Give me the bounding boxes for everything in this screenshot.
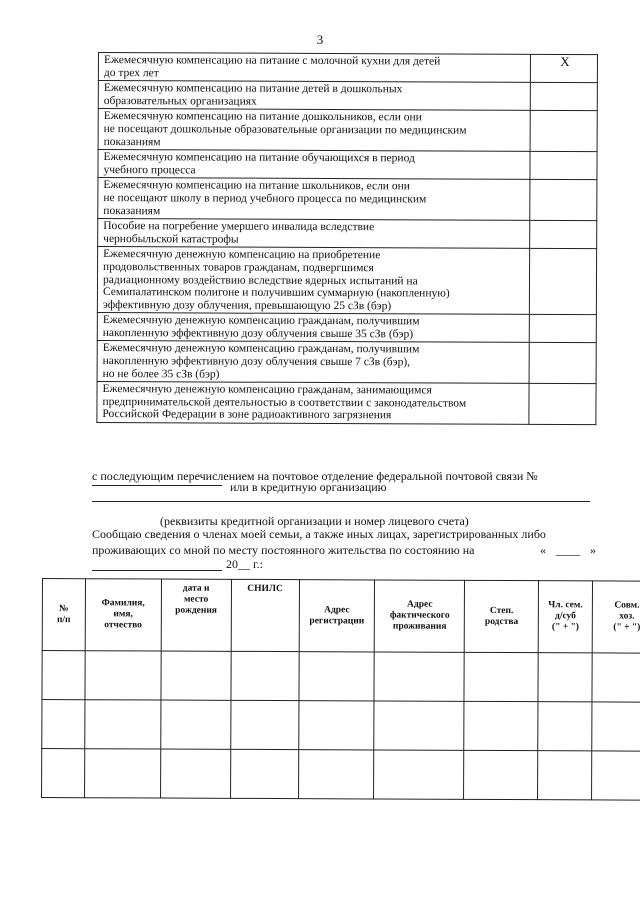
benefit-row [98,150,597,180]
benefit-select-cell[interactable] [530,152,597,180]
family-header-cell: Совм. хоз. (" + ") [592,581,640,653]
benefit-row [97,382,596,425]
family-cell[interactable] [298,701,374,750]
benefit-row [97,313,596,343]
family-cell[interactable] [160,749,230,798]
family-header-cell: Чл. сем. д/суб (" + ") [538,581,592,653]
family-cell[interactable] [42,651,85,700]
family-cell[interactable] [464,652,538,701]
family-cell[interactable] [42,749,85,798]
benefits-table [96,52,598,425]
family-intro-line-2: проживающих со мной по месту постоянного жительства по состоянию на [92,543,475,557]
benefit-description: Ежемесячную денежную компенсацию гражданам, получившим накопленную эффективную дозу облучения свыше 7 сЗв (бэр), но не более 35 сЗв (бэр) [97,341,529,384]
bank-details-field[interactable] [92,501,590,502]
benefit-description: Пособие на погребение умершего инвалида вследствие чернобыльской катастрофы [98,219,530,249]
transfer-line-2: или в кредитную организацию [230,480,387,494]
benefit-select-cell[interactable] [530,111,597,152]
benefit-select-cell[interactable] [529,315,596,343]
benefit-description: Ежемесячную денежную компенсацию гражданам, занимающимся предпринимательской деятельностью в соответствии с законодательством Российской Федерации в зоне радиоактивного загрязнения [97,382,529,425]
benefit-row [97,341,596,384]
family-header-cell: № п/п [42,579,85,651]
benefit-select-cell[interactable] [529,249,596,315]
family-cell[interactable] [230,700,298,749]
family-table [41,578,640,801]
family-header-cell: Степ. родства [465,580,539,652]
family-cell[interactable] [592,653,640,702]
family-header-cell: СНИЛС [231,579,299,651]
family-intro-line-1: Сообщаю сведения о членах моей семьи, а также иных лицах, зарегистрированных либо [92,527,546,541]
date-month-field[interactable] [92,570,222,571]
benefit-description: Ежемесячную компенсацию на питание детей в дошкольных образовательных организациях [98,81,530,111]
family-header-cell: Адрес регистрации [299,580,375,652]
benefit-select-cell[interactable] [529,343,596,384]
benefit-select-cell[interactable] [529,384,596,425]
benefit-description: Ежемесячную денежную компенсацию на приобретение продовольственных товаров гражданам, подвергшимся радиационному воздействию вследствие ядерных испытаний на Семипалатинском полигоне и получившим суммарную (накопленную) эффективную дозу облучения, превышающую 25 сЗв (бэр) [97,247,529,315]
family-cell[interactable] [230,749,298,798]
family-cell[interactable] [464,750,538,799]
family-row [42,700,640,752]
family-cell[interactable] [85,700,161,749]
family-cell[interactable] [161,700,231,749]
family-cell[interactable] [298,750,374,799]
benefit-row [98,109,597,152]
family-cell[interactable] [85,651,161,700]
family-cell[interactable] [538,702,592,751]
benefit-description: Ежемесячную компенсацию на питание школьников, если они не посещают школу в период учебного процесса по медицинским показаниям [98,178,530,221]
benefit-row [98,219,597,249]
benefit-description: Ежемесячную компенсацию на питание дошкольников, если они не посещают дошкольные образовательные организации по медицинским показаниям [98,109,530,152]
family-cell[interactable] [374,750,464,799]
benefit-description: Ежемесячную компенсацию на питание с молочной кухни для детей до трех лет [98,53,530,83]
benefit-select-cell[interactable] [530,83,597,111]
family-cell[interactable] [538,653,592,702]
family-cell[interactable] [538,751,592,800]
family-cell[interactable] [299,652,375,701]
benefit-row [98,53,597,83]
bank-details-caption: (реквизиты кредитной организации и номер лицевого счета) [160,514,469,528]
family-header-cell: дата и место рождения [161,579,231,651]
benefit-select-cell[interactable] [530,221,597,249]
benefit-select-cell[interactable] [530,180,597,221]
benefit-row [98,81,597,111]
benefit-description: Ежемесячную компенсацию на питание обучающихся в период учебного процесса [98,150,530,180]
family-cell[interactable] [592,702,640,751]
post-office-number-field[interactable] [92,485,222,486]
benefit-select-cell[interactable]: X [530,54,597,82]
benefit-row [97,247,596,315]
date-quote-close: » [590,543,596,557]
family-cell[interactable] [161,651,231,700]
family-cell[interactable] [84,749,160,798]
benefit-description: Ежемесячную денежную компенсацию гражданам, получившим накопленную эффективную дозу облучения свыше 35 сЗв (бэр) [97,313,529,343]
family-cell[interactable] [42,700,85,749]
family-cell[interactable] [464,701,538,750]
family-header-cell: Адрес фактического проживания [375,580,465,652]
family-header-cell: Фамилия, имя, отчество [85,579,161,651]
date-quote-open: « [540,543,546,557]
transfer-line-1: с последующим перечислением на почтовое отделение федеральной почтовой связи № [92,469,538,483]
family-row [42,651,640,703]
benefit-row [98,178,597,221]
page-number: 3 [316,32,324,47]
family-row [42,749,640,801]
date-year-text: 20__ г.: [226,557,263,571]
family-cell[interactable] [374,652,464,701]
family-cell[interactable] [231,651,299,700]
date-day-field[interactable]: ____ [556,543,580,557]
family-cell[interactable] [374,701,464,750]
family-cell[interactable] [592,751,640,800]
